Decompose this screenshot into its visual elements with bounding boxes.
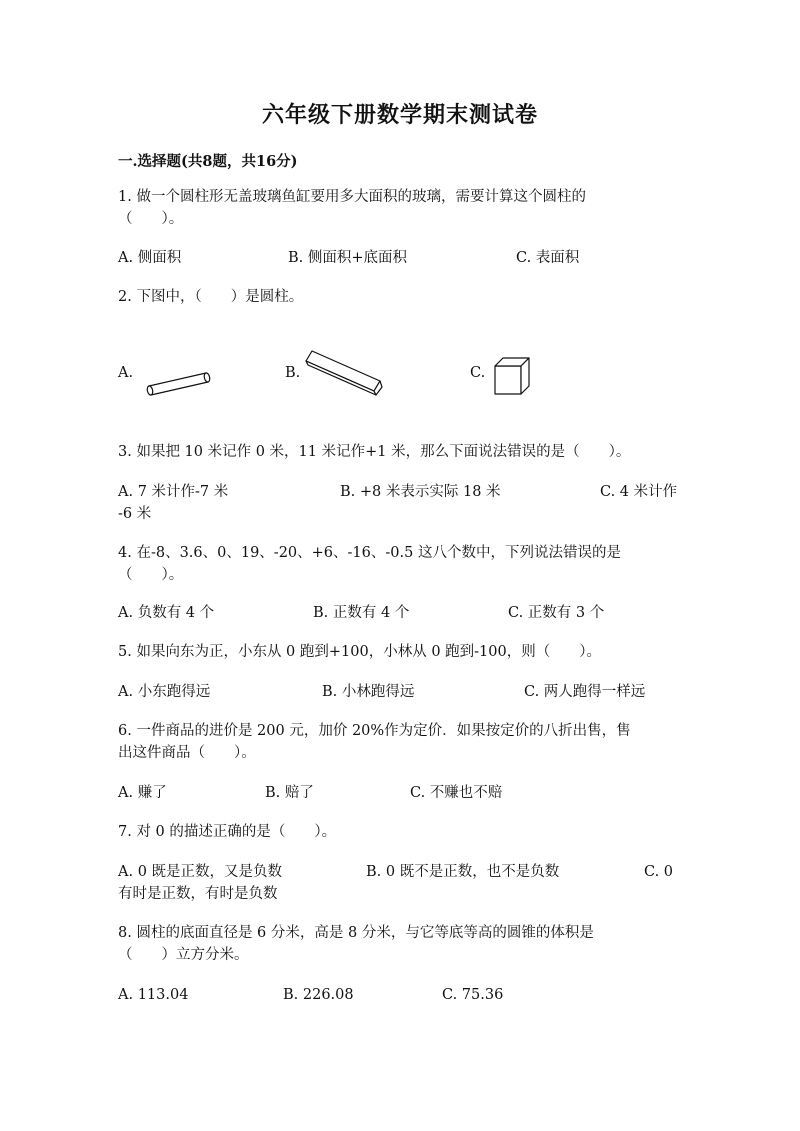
question-3-option-a[interactable]: A. 7 米计作-7 米 [118,484,229,500]
triangular-prism-figure [304,347,384,399]
question-1 [118,186,678,230]
question-5-option-a[interactable]: A. 小东跑得远 [118,684,211,700]
question-7-option-c-continued: 有时是正数，有时是负数 [118,886,278,902]
question-7-options [118,861,678,905]
question-4 [118,542,678,586]
question-7 [118,821,678,843]
question-8-option-c[interactable]: C. 75.36 [442,987,504,1003]
question-6-option-a[interactable]: A. 赚了 [118,785,167,801]
question-5-stem: 5. 如果向东为正，小东从 0 跑到+100，小林从 0 跑到-100，则（ ）。 [118,644,601,660]
question-5-options [118,681,678,725]
question-4-option-b[interactable]: B. 正数有 4 个 [313,605,410,621]
question-4-options [118,602,678,646]
question-8-option-a[interactable]: A. 113.04 [118,987,189,1003]
question-4-stem-line-1: 4. 在-8、3.6、0、19、-20、+6、-16、-0.5 这八个数中，下列说法错误的是 [118,545,621,561]
cylinder-figure [144,365,214,405]
question-3-option-c-continued: -6 米 [118,506,152,522]
cube-figure [494,357,530,397]
question-5 [118,641,678,663]
question-2 [118,286,678,308]
section-heading: 一.选择题(共8题，共16分) [118,153,298,170]
question-7-option-a[interactable]: A. 0 既是正数，又是负数 [118,864,283,880]
question-5-option-b[interactable]: B. 小林跑得远 [322,684,415,700]
question-7-stem: 7. 对 0 的描述正确的是（ ）。 [118,824,337,840]
question-2-option-a[interactable]: A. [118,365,134,381]
question-8 [118,922,678,966]
question-8-options [118,984,678,1028]
question-2-option-b[interactable]: B. [285,365,301,381]
question-6-option-b[interactable]: B. 赔了 [265,785,314,801]
question-6-stem-line-2: 出这件商品（ ）。 [118,745,256,761]
question-6-option-c[interactable]: C. 不赚也不赔 [410,785,503,801]
question-2-stem: 2. 下图中，（ ）是圆柱。 [118,289,304,305]
question-8-option-b[interactable]: B. 226.08 [283,987,354,1003]
question-4-stem-line-2: （ ）。 [118,567,184,583]
question-3-option-b[interactable]: B. +8 米表示实际 18 米 [340,484,501,500]
question-6 [118,720,678,764]
question-1-option-a[interactable]: A. 侧面积 [118,250,182,266]
question-6-options [118,782,678,826]
question-6-stem-line-1: 6. 一件商品的进价是 200 元，加价 20%作为定价．如果按定价的八折出售，售 [118,723,631,739]
question-5-option-c[interactable]: C. 两人跑得一样远 [524,684,646,700]
question-3-option-c[interactable]: C. 4 米计作 [600,484,678,500]
question-1-option-c[interactable]: C. 表面积 [516,250,580,266]
question-3 [118,441,678,463]
question-4-option-a[interactable]: A. 负数有 4 个 [118,605,215,621]
question-3-stem: 3. 如果把 10 米记作 0 米，11 米记作+1 米，那么下面说法错误的是（ ）。 [118,444,631,460]
question-8-stem-line-2: （ ）立方分米。 [118,947,249,963]
question-1-option-b[interactable]: B. 侧面积+底面积 [288,250,408,266]
question-2-figures [118,345,678,415]
question-2-option-c[interactable]: C. [470,365,486,381]
question-7-option-c[interactable]: C. 0 [644,864,674,880]
question-8-stem-line-1: 8. 圆柱的底面直径是 6 分米，高是 8 分米，与它等底等高的圆锥的体积是 [118,925,594,941]
question-1-stem-line-1: 1. 做一个圆柱形无盖玻璃鱼缸要用多大面积的玻璃，需要计算这个圆柱的 [118,189,586,205]
page-title: 六年级下册数学期末测试卷 [261,102,538,128]
question-3-options [118,481,678,525]
question-1-options [118,247,678,291]
question-4-option-c[interactable]: C. 正数有 3 个 [508,605,605,621]
question-7-option-b[interactable]: B. 0 既不是正数，也不是负数 [366,864,560,880]
question-1-stem-line-2: （ ）。 [118,211,184,227]
